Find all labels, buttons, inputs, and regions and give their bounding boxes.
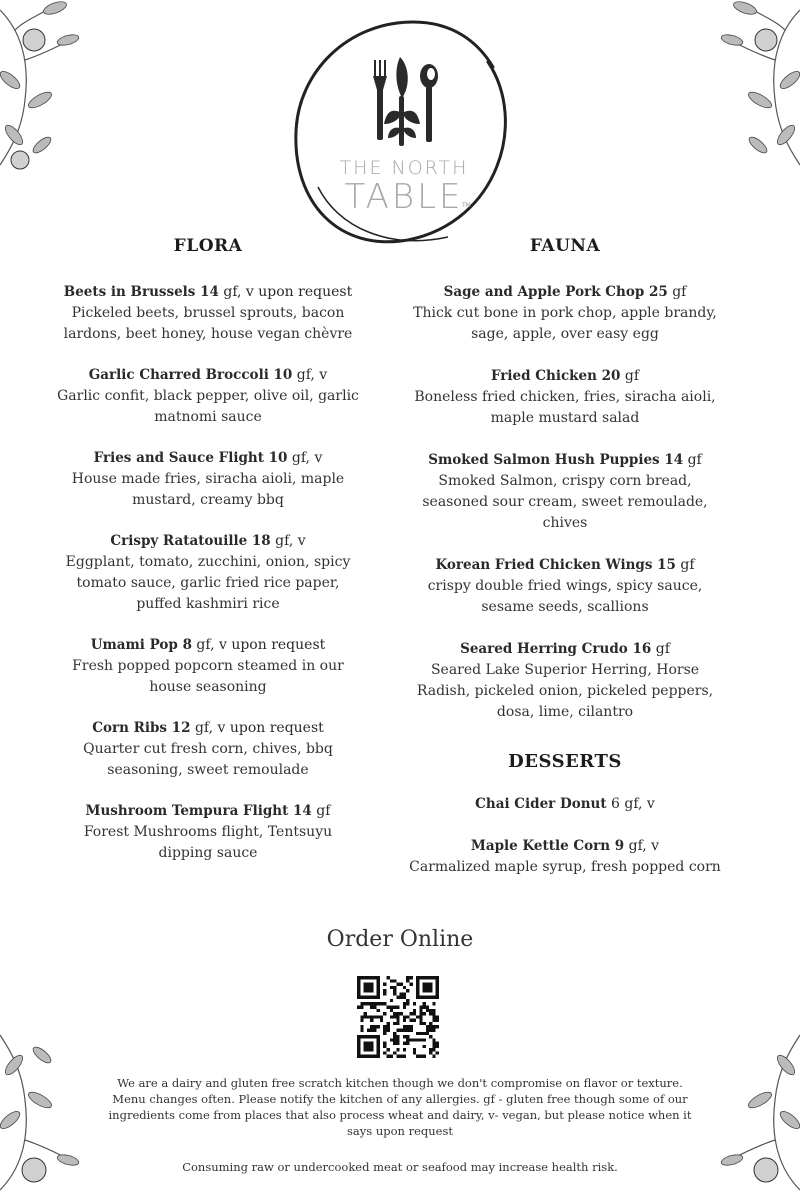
menu-item-description: Carmalized maple syrup, fresh popped corn — [409, 859, 721, 875]
menu-item-name: Sage and Apple Pork Chop 25 — [443, 284, 668, 300]
health-warning: Consuming raw or undercooked meat or seafood may increase health risk. — [182, 1160, 618, 1174]
menu-item-name: Mushroom Tempura Flight 14 — [85, 803, 312, 819]
apple-branch-icon — [720, 1030, 800, 1200]
menu-item-tags: gf, v upon request — [194, 720, 324, 736]
menu-item-description: Fresh popped popcorn steamed in our house seasoning — [72, 658, 344, 695]
restaurant-logo — [288, 12, 520, 254]
logo-trademark: TM — [462, 202, 471, 209]
menu-item-tags: gf — [624, 368, 640, 384]
logo-line-1: THE NORTH — [339, 157, 469, 179]
menu-item-description: Pickeled beets, brussel sprouts, bacon lardons, beet honey, house vegan chèvre — [63, 305, 353, 342]
menu-item — [55, 718, 361, 781]
menu-item-tags: gf — [655, 641, 670, 657]
menu-item-name: Seared Herring Crudo 16 — [460, 641, 652, 657]
menu-item-description: Eggplant, tomato, zucchini, onion, spicy tomato sauce, garlic fried rice paper, puffed kashmiri rice — [65, 554, 351, 612]
apple-branch-icon — [720, 0, 800, 170]
menu-item — [55, 635, 361, 698]
menu-item-tags: gf — [316, 803, 331, 819]
logo-ring-icon — [288, 12, 520, 254]
menu-item-tags: 6 gf, v — [611, 796, 655, 812]
logo-line-2: TABLE — [344, 177, 464, 217]
menu-item-tags: gf, v — [296, 367, 328, 383]
flora-section — [55, 236, 361, 884]
menu-item-description: House made fries, siracha aioli, maple mustard, creamy bbq — [71, 471, 345, 508]
menu-item — [55, 448, 361, 511]
menu-item-description: Thick cut bone in pork chop, apple brandy, sage, apple, over easy egg — [413, 305, 717, 342]
menu-item-name: Smoked Salmon Hush Puppies 14 — [428, 452, 684, 468]
menu-item-name: Corn Ribs 12 — [92, 720, 191, 736]
menu-item-name: Fries and Sauce Flight 10 — [93, 450, 288, 466]
menu-item-name: Garlic Charred Broccoli 10 — [88, 367, 293, 383]
flora-heading: FLORA — [173, 236, 243, 256]
menu-item-name: Maple Kettle Corn 9 — [470, 838, 625, 854]
menu-item-description: Quarter cut fresh corn, chives, bbq seasoning, sweet remoulade — [83, 741, 333, 778]
menu-item-tags: gf, v — [291, 450, 323, 466]
menu-item-description: Forest Mushrooms flight, Tentsuyu dipping sauce — [83, 824, 333, 861]
menu-item-name: Chai Cider Donut — [475, 796, 607, 812]
menu-item-tags: gf, v — [275, 533, 306, 549]
menu-item-tags: gf — [687, 452, 702, 468]
menu-item-tags: gf — [672, 284, 687, 300]
menu-item-tags: gf — [680, 557, 695, 573]
menu-item — [405, 794, 725, 815]
menu-item — [55, 801, 361, 864]
menu-item — [55, 365, 361, 428]
order-online-label: Order Online — [326, 927, 474, 952]
qr-code-icon[interactable] — [357, 976, 439, 1058]
menu-item-description: Seared Lake Superior Herring, Horse Radish, pickeled onion, pickeled peppers, dosa, lime, cilantro — [416, 662, 714, 720]
menu-item-description: Smoked Salmon, crispy corn bread, seasoned sour cream, sweet remoulade, chives — [422, 473, 708, 531]
menu-item-tags: gf, v upon request — [196, 637, 326, 653]
menu-item-name: Beets in Brussels 14 — [63, 284, 219, 300]
menu-item — [55, 282, 361, 345]
menu-item-name: Crispy Ratatouille 18 — [110, 533, 271, 549]
allergy-notice: We are a dairy and gluten free scratch kitchen though we don't compromise on flavor or texture. Menu changes often. Please notify the kitchen of any allergies. gf - gluten free though some of our ingredients come from places that also process wheat and dairy, v- vegan, but please notice when it says upon request — [108, 1076, 692, 1138]
fauna-heading: FAUNA — [529, 236, 601, 256]
menu-item-name: Umami Pop 8 — [90, 637, 192, 653]
fauna-section — [405, 236, 725, 899]
menu-item-description: Garlic confit, black pepper, olive oil, garlic matnomi sauce — [57, 388, 359, 425]
menu-item — [55, 531, 361, 615]
menu-item — [405, 282, 725, 345]
menu-item-tags: gf, v upon request — [223, 284, 353, 300]
apple-branch-icon — [0, 1030, 80, 1200]
menu-item-tags: gf, v — [628, 838, 660, 854]
menu-item — [405, 450, 725, 534]
menu-item-description: Boneless fried chicken, fries, siracha aioli, maple mustard salad — [414, 389, 716, 426]
menu-item-description: crispy double fried wings, spicy sauce, sesame seeds, scallions — [427, 578, 703, 615]
menu-item — [405, 836, 725, 878]
desserts-heading: DESSERTS — [508, 751, 622, 772]
apple-branch-icon — [0, 0, 80, 170]
menu-item-name: Fried Chicken 20 — [490, 368, 621, 384]
menu-item-name: Korean Fried Chicken Wings 15 — [435, 557, 676, 573]
menu-item — [405, 555, 725, 618]
menu-item — [405, 639, 725, 723]
menu-item — [405, 366, 725, 429]
